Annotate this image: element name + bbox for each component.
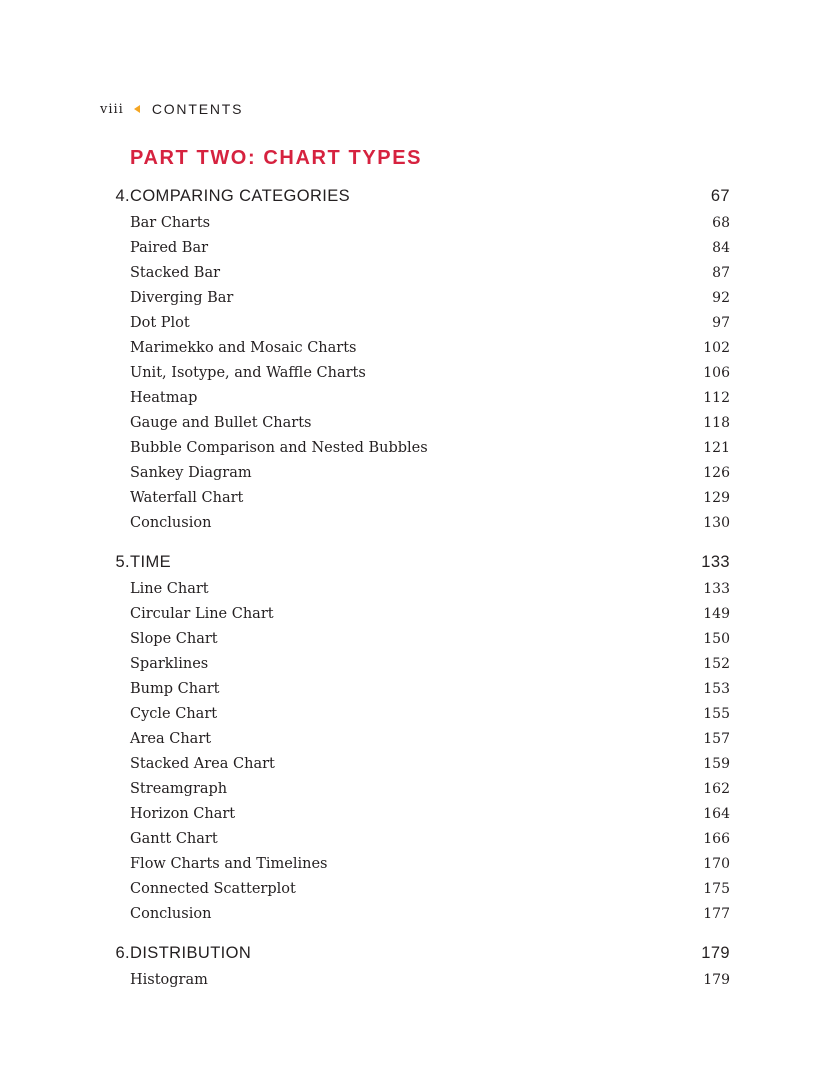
toc-entry[interactable] bbox=[100, 486, 730, 511]
chapter-number: 5. bbox=[115, 553, 130, 571]
chapter-page-number: 133 bbox=[701, 553, 730, 571]
toc-entry[interactable] bbox=[100, 877, 730, 902]
toc-entry-page: 68 bbox=[712, 215, 730, 231]
chapter-section bbox=[100, 547, 730, 927]
toc-entry[interactable] bbox=[100, 752, 730, 777]
toc-entry-page: 150 bbox=[703, 631, 730, 647]
toc-entry-title: Flow Charts and Timelines bbox=[130, 856, 328, 872]
toc-entry[interactable] bbox=[100, 311, 730, 336]
toc-entry-title: Streamgraph bbox=[130, 781, 228, 797]
chapter-title: TIME bbox=[130, 553, 172, 571]
toc-entry[interactable] bbox=[100, 702, 730, 727]
toc-entry[interactable] bbox=[100, 361, 730, 386]
toc-entry-page: 152 bbox=[703, 656, 730, 672]
toc-entry[interactable] bbox=[100, 286, 730, 311]
toc-entry[interactable] bbox=[100, 436, 730, 461]
toc-entry-page: 175 bbox=[703, 881, 730, 897]
chapter-section bbox=[100, 938, 730, 993]
chapter-number: 6. bbox=[115, 944, 130, 962]
toc-entry-page: 102 bbox=[703, 340, 730, 356]
toc-entry-title: Connected Scatterplot bbox=[130, 881, 296, 897]
toc-entry[interactable] bbox=[100, 577, 730, 602]
toc-entry-title: Conclusion bbox=[130, 515, 212, 531]
toc-entry-page: 112 bbox=[703, 390, 730, 406]
toc-entry[interactable] bbox=[100, 602, 730, 627]
toc-entry-page: 170 bbox=[703, 856, 730, 872]
toc-entry[interactable] bbox=[100, 627, 730, 652]
toc-entry[interactable] bbox=[100, 336, 730, 361]
toc-entry-title: Horizon Chart bbox=[130, 806, 236, 822]
toc-entry-title: Histogram bbox=[130, 972, 208, 988]
chapter-page-number: 179 bbox=[701, 944, 730, 962]
toc-entry-title: Sparklines bbox=[130, 656, 209, 672]
toc-entry-page: 157 bbox=[703, 731, 730, 747]
toc-entry-page: 118 bbox=[703, 415, 730, 431]
chapter-number: 4. bbox=[115, 187, 130, 205]
toc-entry-page: 97 bbox=[712, 315, 730, 331]
toc-entry[interactable] bbox=[100, 727, 730, 752]
part-title: PART TWO: CHART TYPES bbox=[130, 147, 423, 169]
toc-entry-page: 126 bbox=[703, 465, 730, 481]
table-of-contents bbox=[100, 181, 730, 1004]
toc-entry-page: 179 bbox=[703, 972, 730, 988]
toc-entry[interactable] bbox=[100, 211, 730, 236]
toc-entry-title: Paired Bar bbox=[130, 240, 209, 256]
chapter-title: DISTRIBUTION bbox=[130, 944, 252, 962]
toc-entry-page: 106 bbox=[703, 365, 730, 381]
toc-entry[interactable] bbox=[100, 386, 730, 411]
toc-entry[interactable] bbox=[100, 827, 730, 852]
toc-entry-page: 149 bbox=[703, 606, 730, 622]
toc-entry-page: 166 bbox=[703, 831, 730, 847]
toc-entry-title: Cycle Chart bbox=[130, 706, 218, 722]
toc-entry-page: 92 bbox=[712, 290, 730, 306]
toc-entry-title: Marimekko and Mosaic Charts bbox=[130, 340, 357, 356]
chapter-title: COMPARING CATEGORIES bbox=[130, 187, 351, 205]
toc-entry-title: Waterfall Chart bbox=[130, 490, 244, 506]
toc-entry-title: Slope Chart bbox=[130, 631, 218, 647]
toc-entry-page: 159 bbox=[703, 756, 730, 772]
toc-entry[interactable] bbox=[100, 236, 730, 261]
toc-entry-title: Gantt Chart bbox=[130, 831, 218, 847]
toc-entry-page: 153 bbox=[703, 681, 730, 697]
toc-entry[interactable] bbox=[100, 777, 730, 802]
toc-entry-title: Diverging Bar bbox=[130, 290, 234, 306]
toc-entry[interactable] bbox=[100, 902, 730, 927]
toc-entry-page: 129 bbox=[703, 490, 730, 506]
toc-entry-title: Stacked Area Chart bbox=[130, 756, 275, 772]
toc-entry[interactable] bbox=[100, 677, 730, 702]
toc-entry[interactable] bbox=[100, 652, 730, 677]
toc-entry-page: 133 bbox=[703, 581, 730, 597]
chapter-heading[interactable] bbox=[100, 181, 730, 211]
chapter-heading[interactable] bbox=[100, 547, 730, 577]
toc-entry-title: Dot Plot bbox=[130, 315, 190, 331]
toc-entry-page: 130 bbox=[703, 515, 730, 531]
triangle-marker-icon bbox=[134, 105, 140, 113]
toc-entry-title: Unit, Isotype, and Waffle Charts bbox=[130, 365, 366, 381]
running-head-title: CONTENTS bbox=[151, 101, 244, 117]
toc-entry-title: Area Chart bbox=[130, 731, 212, 747]
toc-entry-page: 162 bbox=[703, 781, 730, 797]
toc-entry-title: Bubble Comparison and Nested Bubbles bbox=[130, 440, 428, 456]
toc-entry[interactable] bbox=[100, 411, 730, 436]
toc-entry-page: 164 bbox=[703, 806, 730, 822]
chapter-heading[interactable] bbox=[100, 938, 730, 968]
toc-entry-title: Line Chart bbox=[130, 581, 209, 597]
toc-entry[interactable] bbox=[100, 511, 730, 536]
page-folio: viii bbox=[100, 101, 124, 117]
toc-entry-title: Bump Chart bbox=[130, 681, 220, 697]
toc-entry[interactable] bbox=[100, 968, 730, 993]
toc-entry-title: Gauge and Bullet Charts bbox=[130, 415, 312, 431]
toc-entry-title: Conclusion bbox=[130, 906, 212, 922]
toc-entry[interactable] bbox=[100, 852, 730, 877]
toc-entry-page: 177 bbox=[703, 906, 730, 922]
toc-entry-title: Circular Line Chart bbox=[130, 606, 274, 622]
toc-entry-page: 155 bbox=[703, 706, 730, 722]
toc-entry-title: Heatmap bbox=[130, 390, 198, 406]
chapter-page-number: 67 bbox=[710, 187, 730, 205]
running-head bbox=[100, 100, 243, 118]
toc-entry-title: Bar Charts bbox=[130, 215, 211, 231]
toc-entry-page: 84 bbox=[712, 240, 730, 256]
chapter-section bbox=[100, 181, 730, 536]
toc-entry[interactable] bbox=[100, 802, 730, 827]
toc-entry[interactable] bbox=[100, 461, 730, 486]
toc-entry-page: 121 bbox=[703, 440, 730, 456]
toc-entry-title: Stacked Bar bbox=[130, 265, 221, 281]
toc-entry-page: 87 bbox=[712, 265, 730, 281]
toc-entry[interactable] bbox=[100, 261, 730, 286]
toc-entry-title: Sankey Diagram bbox=[130, 465, 252, 481]
